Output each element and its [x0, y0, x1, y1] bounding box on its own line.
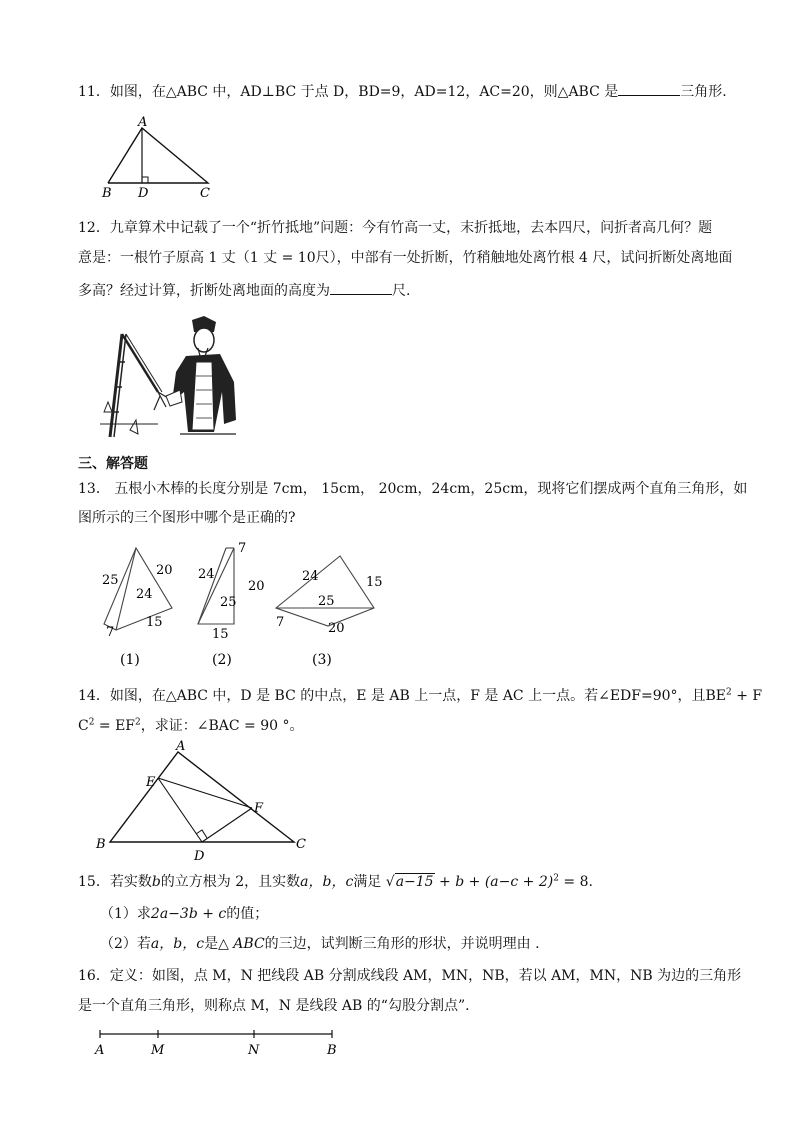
q14-triangle-figure: [94, 739, 324, 864]
q14-label-a: A: [176, 739, 186, 754]
q16-label-m: M: [151, 1043, 165, 1058]
fig2-caption: (2): [212, 652, 232, 668]
q15-part-2-start: （2）若: [100, 936, 151, 952]
q15-line-1: [78, 872, 593, 892]
fig1-label-20: 20: [156, 563, 173, 578]
q14-segment-df: [202, 808, 252, 842]
q16-label-b: B: [327, 1043, 337, 1058]
q14-label-d: D: [194, 849, 205, 864]
fig3-label-20: 20: [328, 621, 345, 636]
q16-label-n: N: [248, 1043, 260, 1058]
q14-label-e: E: [146, 775, 156, 790]
q15-text-a: 15．若实数: [78, 874, 152, 890]
bamboo-icon: [100, 334, 168, 437]
q14-line-2-start: C: [78, 718, 89, 734]
fig3-label-25: 25: [318, 594, 335, 609]
fig1-caption: (1): [120, 652, 140, 668]
fig2-label-20: 20: [248, 579, 265, 594]
q15-part-2: [100, 934, 540, 954]
q14-segment-ed: [158, 778, 202, 842]
q13-line-2: 图所示的三个图形中哪个是正确的?: [78, 510, 296, 526]
q14-right-angle-mark: [196, 830, 207, 838]
q12-line-2: 意是：一根竹子原高 1 丈（1 丈 = 10尺），中部有一处折断，竹稍触地处离竹根 4 尺，试问折断处离地面: [78, 250, 733, 266]
q14-sup-3: 2: [135, 717, 141, 728]
fig2-label-7: 7: [238, 541, 247, 556]
q11-text: [78, 81, 727, 102]
q15-part-1-expr: 2a−3b + c: [150, 906, 227, 922]
q15-sqrt: √a−15: [385, 874, 434, 890]
q11-right-angle-mark: [142, 177, 148, 183]
q14-line-2-end: ，求证：∠BAC = 90 °。: [140, 718, 304, 734]
q15-part-2-vars: a，b，c: [150, 936, 205, 952]
fig3-label-7: 7: [276, 615, 285, 630]
q13-figure-1: [94, 544, 184, 672]
q15-text-b: 的立方根为 2，且实数: [160, 874, 301, 890]
q14-line-1-text: 14．如图，在△ABC 中，D 是 BC 的中点，E 是 AB 上一点，F 是 AC 上一点。若∠EDF=90°，且BE: [78, 688, 727, 704]
q15-sqrt-content: a−15: [395, 874, 434, 890]
q12-illustration: [96, 312, 246, 440]
q12-line-3-text: 多高？经过计算，折断处离地面的高度为: [78, 283, 330, 299]
q15-sup: 2: [553, 873, 559, 884]
q12-answer-blank[interactable]: [330, 280, 392, 295]
q11-triangle: [108, 128, 208, 183]
q11-triangle-figure: [100, 115, 220, 201]
q16-label-a: A: [95, 1043, 105, 1058]
fig3-caption: (3): [312, 652, 332, 668]
q15-vars: a，b，c: [300, 874, 354, 890]
q12-line-1: 12．九章算术中记载了一个“折竹抵地”问题：今有竹高一丈，末折抵地，去本四尺，问折者高几何？题: [78, 220, 713, 236]
q14-line-2: [78, 716, 304, 736]
section-heading-answers: 三、解答题: [78, 456, 148, 472]
q14-segment-ef: [158, 778, 252, 808]
q13-figure-3: [270, 548, 390, 672]
fig2-label-15: 15: [212, 627, 229, 642]
q15-part-2-mid: 是: [204, 936, 219, 952]
q15-part-1-start: （1）求: [100, 906, 151, 922]
q15-part-1: [100, 904, 268, 924]
fig3-label-15: 15: [366, 575, 383, 590]
fig1-label-25: 25: [102, 573, 119, 588]
q15-part-1-end: 的值；: [226, 906, 269, 922]
q13-figure-2: [190, 540, 280, 672]
q15-text-e: = 8.: [558, 874, 593, 890]
q15-part-2-end: 的三边，试判断三角形的形状，并说明理由 .: [264, 936, 540, 952]
q15-text-c: 满足: [353, 874, 386, 890]
q16-line-1: 16．定义：如图，点 M，N 把线段 AB 分割成线段 AM，MN，NB，若以 AM，MN，NB 为边的三角形: [78, 968, 742, 984]
q14-sup-1: 2: [726, 687, 732, 698]
fig1-label-7: 7: [106, 625, 115, 640]
q14-line-2-mid: = EF: [94, 718, 136, 734]
q15-var-b: b: [151, 874, 161, 890]
q11-label-b: B: [102, 186, 112, 201]
fig1-label-15: 15: [146, 615, 163, 630]
q11-label-d: D: [138, 186, 149, 201]
q11-text-main: 11．如图，在△ABC 中，AD⊥BC 于点 D，BD=9，AD=12，AC=20，则△ABC 是: [78, 84, 619, 100]
q14-label-c: C: [296, 837, 306, 852]
q12-line-3-end: 尺.: [392, 283, 411, 299]
fig2-label-25: 25: [220, 595, 237, 610]
q13-line-1: 13． 五根小木棒的长度分别是 7cm， 15cm， 20cm，24cm，25cm，现将它们摆成两个直角三角形，如: [78, 481, 748, 497]
fig3-label-24: 24: [302, 569, 319, 584]
q11-text-end: 三角形.: [680, 84, 727, 100]
q14-triangle: [110, 752, 294, 842]
q14-label-b: B: [96, 837, 106, 852]
q14-label-f: F: [254, 801, 264, 816]
q16-line-2: 是一个直角三角形，则称点 M，N 是线段 AB 的“勾股分割点”.: [78, 998, 470, 1014]
q11-label-a: A: [138, 115, 148, 130]
q15-text-d: + b + (a−c + 2): [434, 874, 554, 890]
fig2-label-24: 24: [198, 567, 215, 582]
q14-line-1: [78, 686, 762, 706]
scholar-figure-icon: [166, 316, 236, 434]
q12-line-3: [78, 280, 410, 301]
q14-sup-2: 2: [88, 717, 95, 728]
q11-answer-blank[interactable]: [618, 81, 680, 96]
fig1-label-24: 24: [136, 587, 153, 602]
q14-line-1-end: + F: [731, 688, 763, 704]
q16-segment-figure: [92, 1026, 352, 1060]
q15-part-2-tri: △ ABC: [218, 936, 265, 952]
q11-label-c: C: [200, 186, 210, 201]
